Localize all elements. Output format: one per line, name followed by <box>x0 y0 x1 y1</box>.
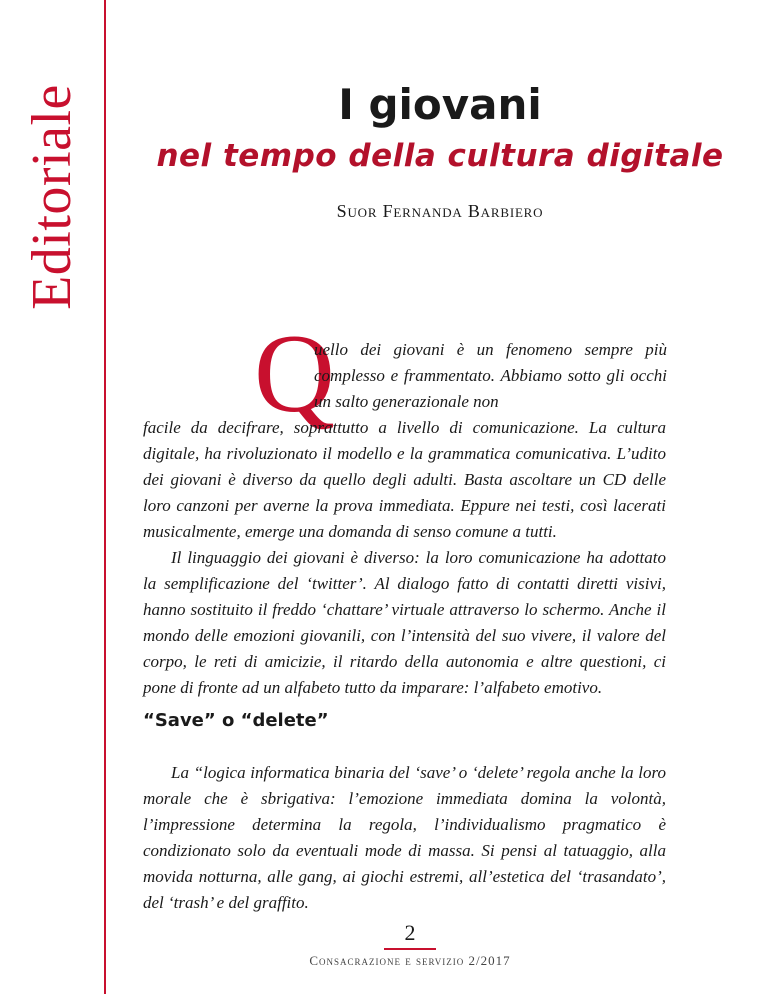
paragraph-text: uello dei giovani è un fenomeno sempre più complesso e frammentato. Abbiamo sotto gli occhi un salto generazionale non <box>314 340 667 411</box>
section-label <box>4 62 100 332</box>
paragraph-text: La “logica informatica binaria del ‘save’ o ‘delete’ regola anche la loro morale che è sbrigativa: l’emozione immediata domina la volontà, l’impressione determina la regola, l’individualismo pragmatico è condizionato solo da eventuali mode di massa. Si pensi al tatuaggio, alla movida notturna, alle gang, ai giochi estremi, all’estetica del ‘trasandato’, del ‘trash’ e del graffito. <box>143 763 666 912</box>
paragraph-2 <box>143 545 666 701</box>
footer-divider <box>384 948 436 950</box>
section-heading: “Save” o “delete” <box>143 710 329 731</box>
section-label-text: Editoriale <box>21 84 83 310</box>
paragraph-text: facile da decifrare, soprattutto a livello di comunicazione. La cultura digitale, ha rivoluzionato il modello e la grammatica comunicativa. L’udito dei giovani è diverso da quello degli adulti. Basta ascoltare un CD delle loro canzoni per averne la prova immediata. Eppure nei testi, così lacerati musicalmente, emerge una domanda di senso comune a tutti. <box>143 418 666 541</box>
paragraph-1-opening <box>314 337 667 415</box>
page-subtitle: nel tempo della cultura digitale <box>156 138 724 174</box>
page-title: I giovani <box>338 80 542 129</box>
drop-cap: Q <box>254 312 335 436</box>
paragraph-3 <box>143 760 666 916</box>
author-byline: Suor Fernanda Barbiero <box>336 201 544 221</box>
paragraph-text: Il linguaggio dei giovani è diverso: la loro comunicazione ha adottato la semplificazione del ‘twitter’. Al dialogo fatto di contatti diretti visivi, hanno sostituito il freddo ‘chattare’ virtuale attraverso lo schermo. Anche il mondo delle emozioni giovanili, con l’intensità del suo vivere, il valore del corpo, le reti di amicizie, il ritardo della autonomia e altre questioni, ci pone di fronte ad un alfabeto tutto da imparare: l’alfabeto emotivo. <box>143 548 666 697</box>
paragraph-1-continued <box>143 415 666 545</box>
vertical-divider-rule <box>104 0 106 994</box>
publication-footer: Consacrazione e servizio 2/2017 <box>309 953 511 968</box>
page-number: 2 <box>404 920 416 945</box>
